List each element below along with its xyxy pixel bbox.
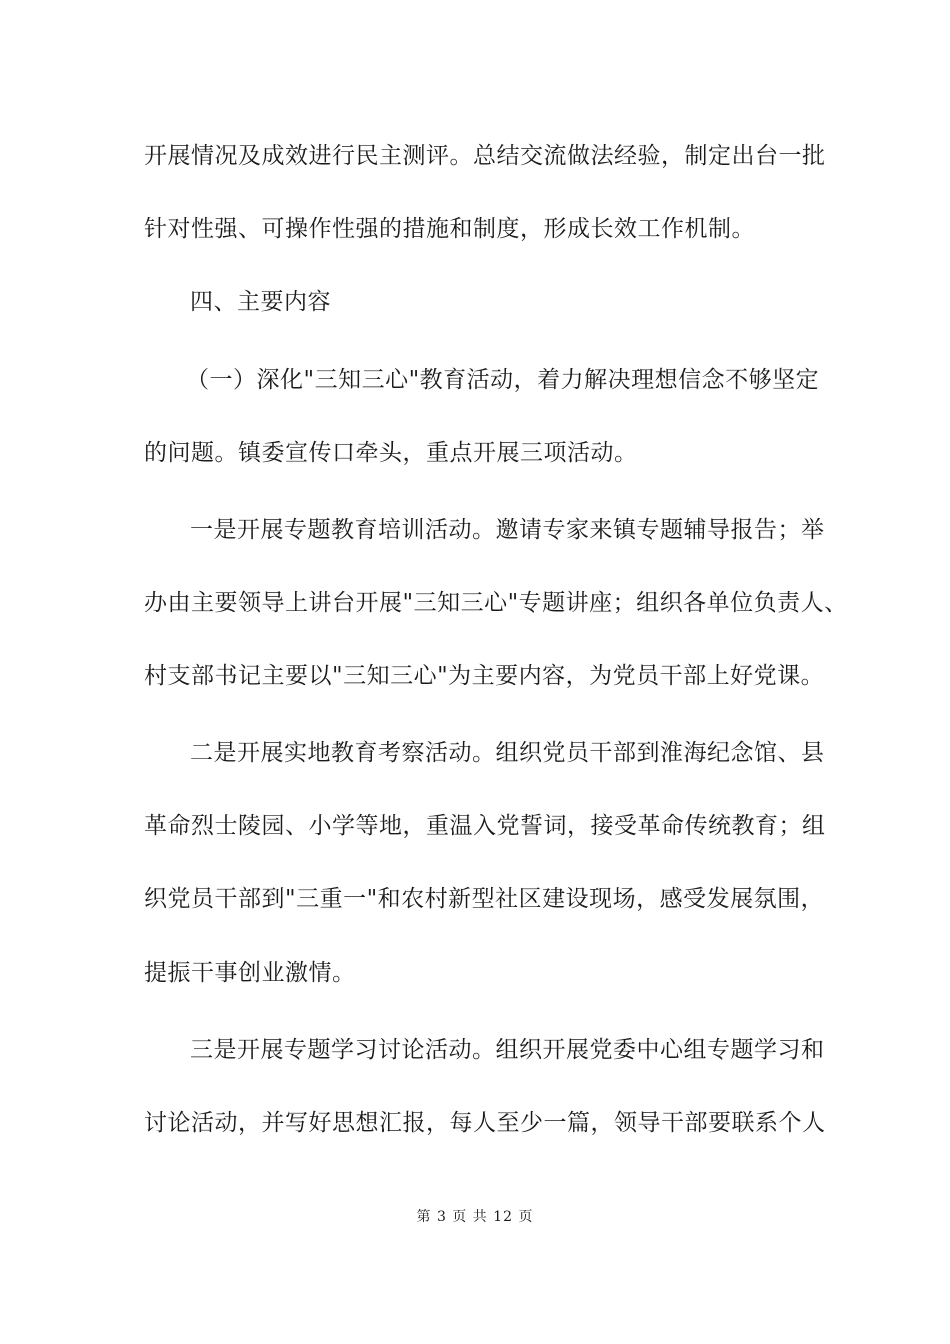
body-line: 革命烈士陵园、小学等地，重温入党誓词，接受革命传统教育；组 bbox=[144, 813, 826, 839]
body-line: 村支部书记主要以"三知三心"为主要内容，为党员干部上好党课。 bbox=[144, 663, 825, 689]
body-line: 一是开展专题教育培训活动。邀请专家来镇专题辅导报告；举 bbox=[190, 517, 825, 543]
body-line: 二是开展实地教育考察活动。组织党员干部到淮海纪念馆、县 bbox=[190, 740, 825, 766]
body-line: 讨论活动，并写好思想汇报，每人至少一篇，领导干部要联系个人 bbox=[144, 1110, 826, 1136]
section-heading: 四、主要内容 bbox=[190, 289, 331, 315]
body-line: 提振干事创业激情。 bbox=[144, 960, 356, 986]
body-line: 三是开展专题学习讨论活动。组织开展党委中心组专题学习和 bbox=[190, 1037, 825, 1063]
body-line: 织党员干部到"三重一"和农村新型社区建设现场，感受发展氛围， bbox=[144, 886, 825, 912]
body-line: 办由主要领导上讲台开展"三知三心"专题讲座；组织各单位负责人、 bbox=[144, 590, 848, 616]
body-line: 开展情况及成效进行民主测评。总结交流做法经验，制定出台一批 bbox=[144, 143, 826, 169]
body-line: 的问题。镇委宣传口牵头，重点开展三项活动。 bbox=[144, 440, 638, 466]
body-line: 针对性强、可操作性强的措施和制度，形成长效工作机制。 bbox=[144, 216, 755, 242]
page-number-footer: 第 3 页 共 12 页 bbox=[416, 1209, 534, 1225]
subsection-heading: （一）深化"三知三心"教育活动，着力解决理想信念不够坚定 bbox=[186, 367, 820, 393]
